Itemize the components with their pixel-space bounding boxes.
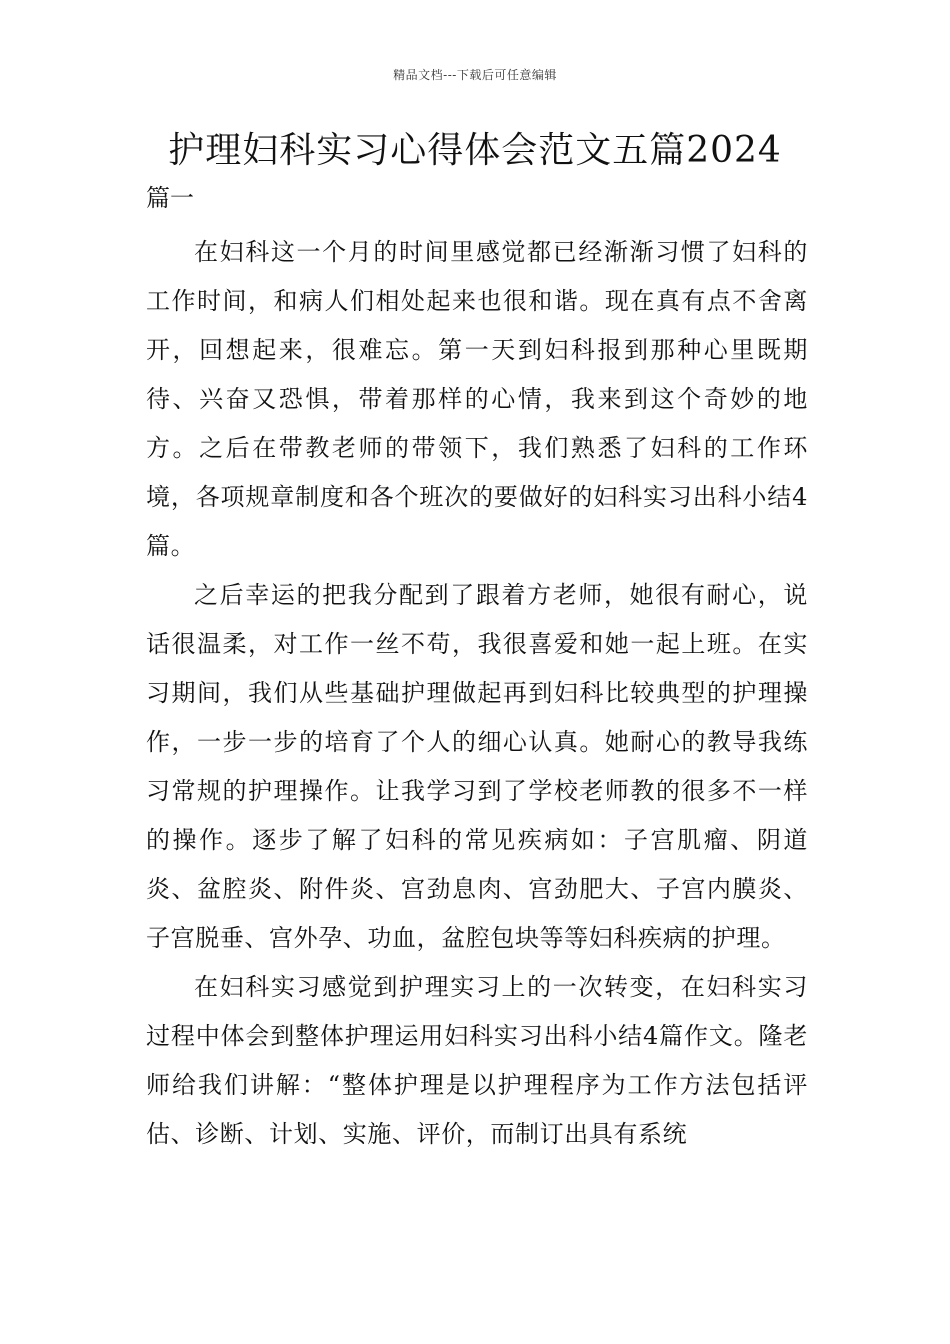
document-title: 护理妇科实习心得体会范文五篇2024 <box>168 130 782 171</box>
section-label: 篇一 <box>146 184 194 212</box>
page-header-note: 精品文档---下载后可任意编辑 <box>393 68 557 82</box>
paragraph-1: 在妇科这一个月的时间里感觉都已经渐渐习惯了妇科的工作时间，和病人们相处起来也很和谐。现在真有点不舍离开，回想起来，很难忘。第一天到妇科报到那种心里既期待、兴奋又恐惧，带着那样的心情，我来到这个奇妙的地方。之后在带教老师的带领下，我们熟悉了妇科的工作环境，各项规章制度和各个班次的要做好的妇科实习出科小结4篇。 <box>146 238 808 560</box>
paragraph-2: 之后幸运的把我分配到了跟着方老师，她很有耐心，说话很温柔，对工作一丝不苟，我很喜爱和她一起上班。在实习期间，我们从些基础护理做起再到妇科比较典型的护理操作，一步一步的培育了个人的细心认真。她耐心的教导我练习常规的护理操作。让我学习到了学校老师教的很多不一样的操作。逐步了解了妇科的常见疾病如：子宫肌瘤、阴道炎、盆腔炎、附件炎、宫劲息肉、宫劲肥大、子宫内膜炎、子宫脱垂、宫外孕、功血，盆腔包块等等妇科疾病的护理。 <box>146 581 808 952</box>
document-body <box>146 228 808 1159</box>
paragraph-3: 在妇科实习感觉到护理实习上的一次转变，在妇科实习过程中体会到整体护理运用妇科实习出科小结4篇作文。隆老师给我们讲解：“整体护理是以护理程序为工作方法包括评估、诊断、计划、实施、评价，而制订出具有系统 <box>146 973 808 1148</box>
